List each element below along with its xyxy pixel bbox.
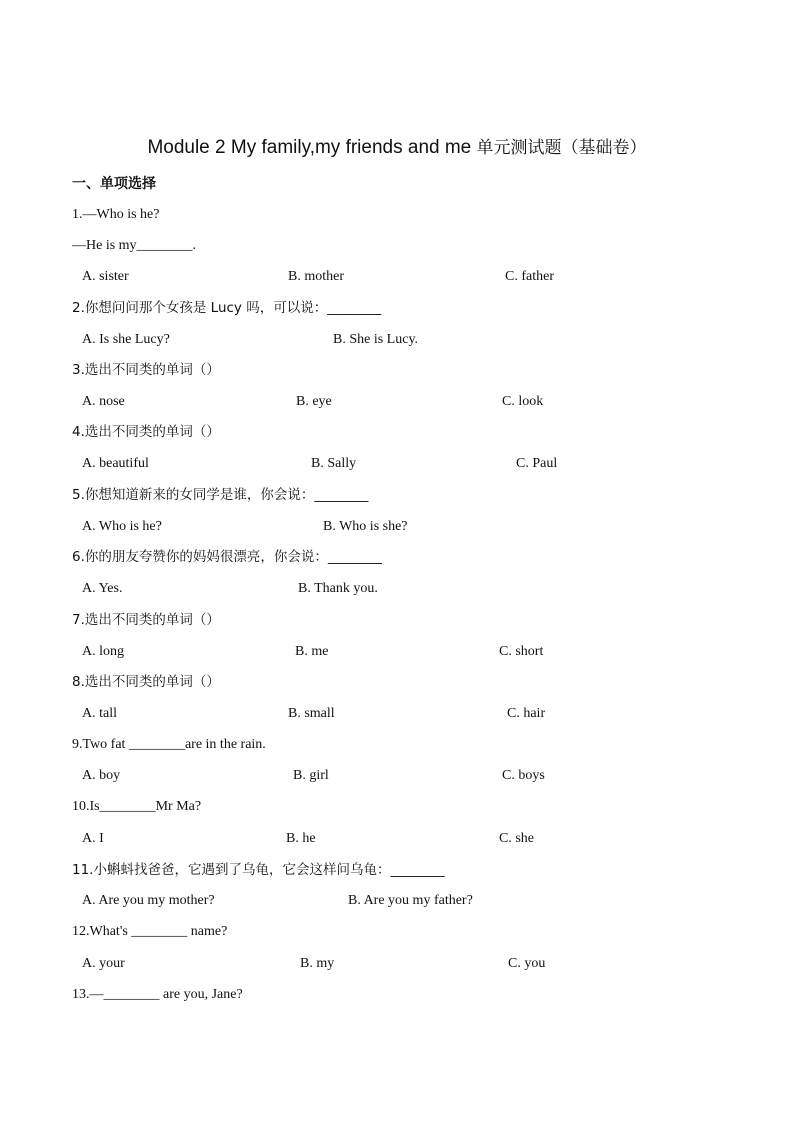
question-2-line-1: 2.你想问问那个女孩是 Lucy 吗，可以说：________ xyxy=(72,300,382,316)
question-12-option-a: A. your xyxy=(82,956,125,971)
question-9-option-b: B. girl xyxy=(293,768,329,783)
question-1-option-a: A. sister xyxy=(82,269,129,284)
question-12-option-b: B. my xyxy=(300,956,335,971)
question-5-option-b: B. Who is she? xyxy=(323,519,408,534)
question-11-option-b: B. Are you my father? xyxy=(348,893,473,908)
question-4-option-a: A. beautiful xyxy=(82,456,149,471)
question-10-option-c: C. she xyxy=(499,831,534,846)
question-13-line-1: 13.—________ are you, Jane? xyxy=(72,987,243,1002)
question-8-option-c: C. hair xyxy=(507,706,546,721)
question-11-option-a: A. Are you my mother? xyxy=(82,893,215,908)
question-9-line-1: 9.Two fat ________are in the rain. xyxy=(72,737,266,752)
question-12-option-c: C. you xyxy=(508,956,546,971)
page-title xyxy=(0,135,794,161)
question-2-option-b: B. She is Lucy. xyxy=(333,332,419,347)
question-3-option-b: B. eye xyxy=(296,394,332,409)
question-12-line-1: 12.What's ________ name? xyxy=(72,924,228,939)
question-3-line-1: 3.选出不同类的单词（） xyxy=(72,362,220,378)
question-6-line-1: 6.你的朋友夸赞你的妈妈很漂亮，你会说：________ xyxy=(72,549,382,565)
question-10-line-1: 10.Is________Mr Ma? xyxy=(72,799,202,814)
question-1-line-1: 1.—Who is he? xyxy=(72,207,160,222)
question-8-option-a: A. tall xyxy=(82,706,117,721)
page-title-cn: 单元测试题（基础卷） xyxy=(476,138,647,158)
question-7-option-c: C. short xyxy=(499,644,544,659)
question-8-option-b: B. small xyxy=(288,706,335,721)
question-11-line-1: 11.小蝌蚪找爸爸，它遇到了乌龟，它会这样问乌龟：________ xyxy=(72,862,445,878)
question-1-line-2: —He is my________. xyxy=(72,238,197,253)
question-4-option-c: C. Paul xyxy=(516,456,558,471)
question-5-option-a: A. Who is he? xyxy=(82,519,162,534)
section-heading: 一、单项选择 xyxy=(72,176,156,192)
question-3-option-c: C. look xyxy=(502,394,544,409)
question-6-option-b: B. Thank you. xyxy=(298,581,378,596)
question-4-line-1: 4.选出不同类的单词（） xyxy=(72,424,220,440)
question-7-option-a: A. long xyxy=(82,644,124,659)
question-10-option-b: B. he xyxy=(286,831,316,846)
question-7-line-1: 7.选出不同类的单词（） xyxy=(72,612,220,628)
question-9-option-a: A. boy xyxy=(82,768,121,783)
question-2-option-a: A. Is she Lucy? xyxy=(82,332,170,347)
question-10-option-a: A. I xyxy=(82,831,104,846)
question-8-line-1: 8.选出不同类的单词（） xyxy=(72,674,220,690)
question-5-line-1: 5.你想知道新来的女同学是谁，你会说：________ xyxy=(72,487,369,503)
question-9-option-c: C. boys xyxy=(502,768,545,783)
question-1-option-c: C. father xyxy=(505,269,554,284)
question-1-option-b: B. mother xyxy=(288,269,344,284)
question-6-option-a: A. Yes. xyxy=(82,581,123,596)
question-3-option-a: A. nose xyxy=(82,394,125,409)
question-7-option-b: B. me xyxy=(295,644,329,659)
question-4-option-b: B. Sally xyxy=(311,456,357,471)
page-title-en: Module 2 My family,my friends and me xyxy=(147,137,477,158)
